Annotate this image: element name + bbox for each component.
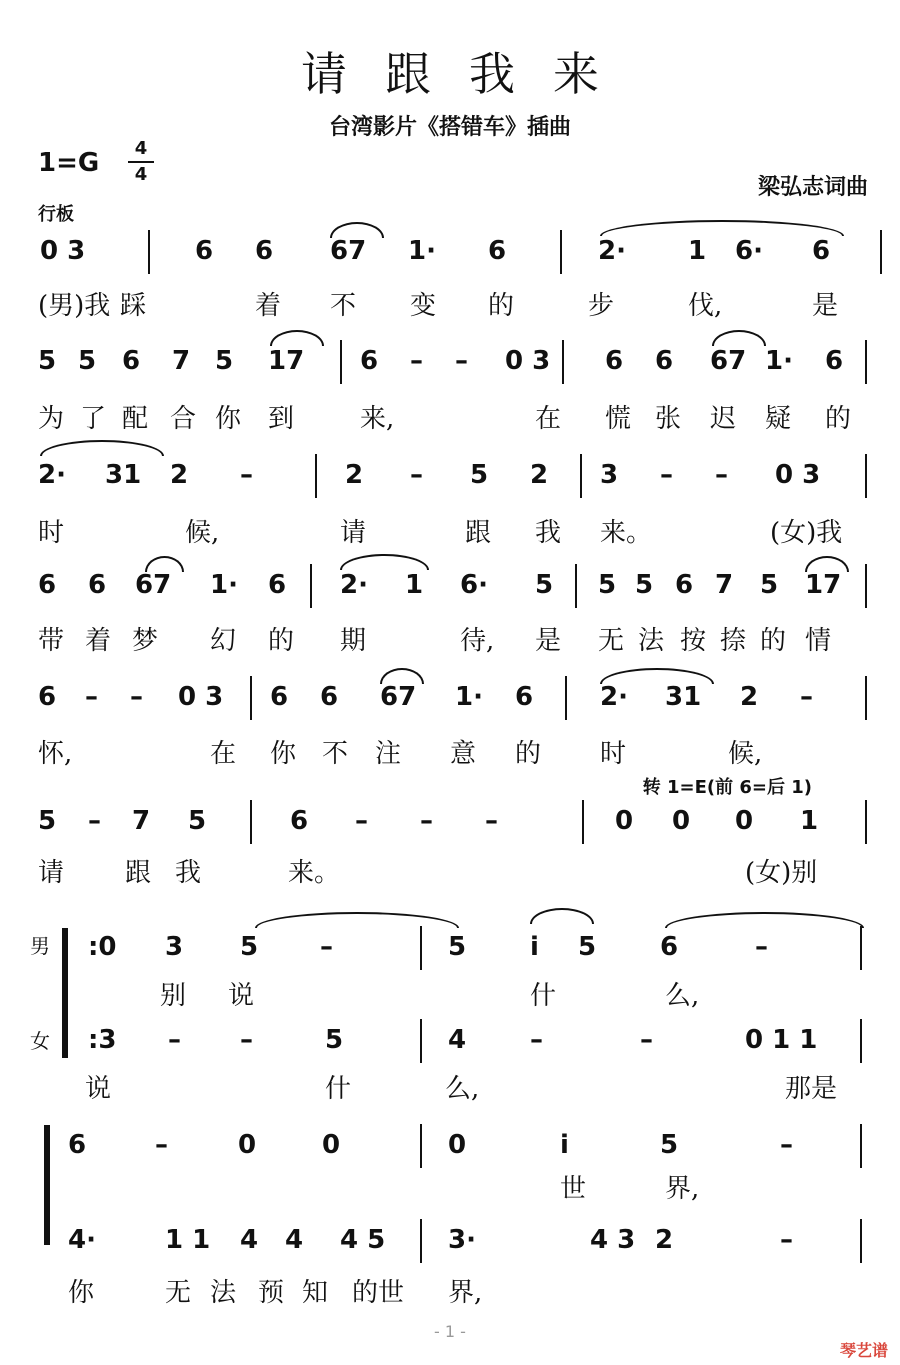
- barline-5-3: [865, 676, 867, 720]
- note-5-8: 1·: [455, 682, 483, 712]
- barline-9-1: [420, 1124, 422, 1168]
- barline-4-1: [310, 564, 312, 608]
- lyric-3-2: 候,: [185, 518, 220, 548]
- lyric-10-5: 知: [302, 1278, 329, 1308]
- note-2-11: 6: [605, 346, 624, 376]
- part-bracket-2: [44, 1125, 50, 1245]
- barline-10-2: [860, 1219, 862, 1263]
- note-4-9: 5: [535, 570, 554, 600]
- note-9-8: –: [780, 1130, 793, 1160]
- note-1-3: 6: [255, 236, 274, 266]
- lyric-2-3: 配: [122, 404, 149, 434]
- note-10-5: 4 5: [340, 1225, 386, 1255]
- lyric-10-1: 你: [68, 1278, 95, 1308]
- meter-divider: [128, 161, 154, 163]
- barline-8-2: [860, 1019, 862, 1063]
- meter-top: 4: [134, 138, 148, 159]
- note-7-1: :0: [88, 932, 117, 962]
- note-2-4: 7: [172, 346, 191, 376]
- lyric-1-9: 是: [812, 291, 839, 321]
- note-2-1: 5: [38, 346, 57, 376]
- lyric-2-4: 合: [170, 404, 197, 434]
- lyric-10-3: 法: [210, 1278, 237, 1308]
- note-4-7: 1: [405, 570, 424, 600]
- note-4-3: 67: [135, 570, 172, 600]
- note-3-10: –: [660, 460, 673, 490]
- note-8-7: –: [640, 1025, 653, 1055]
- note-7-8: 6: [660, 932, 679, 962]
- note-1-5: 1·: [408, 236, 436, 266]
- note-9-7: 5: [660, 1130, 679, 1160]
- note-8-3: –: [240, 1025, 253, 1055]
- part-bracket-1: [62, 928, 68, 1058]
- lyric-2-8: 在: [535, 404, 562, 434]
- lyric-4-5: 的: [268, 626, 295, 656]
- lyric-4-9: 无: [598, 626, 625, 656]
- lyric-1-8: 伐,: [688, 291, 723, 321]
- time-signature: [128, 138, 154, 186]
- note-4-4: 1·: [210, 570, 238, 600]
- lyric-7-3: 什: [530, 981, 557, 1011]
- note-6-8: –: [485, 806, 498, 836]
- note-2-3: 6: [122, 346, 141, 376]
- note-6-12: 1: [800, 806, 819, 836]
- song-subtitle: 台湾影片《搭错车》插曲: [328, 115, 571, 140]
- note-9-6: i: [560, 1130, 569, 1160]
- barline-1-2: [560, 230, 562, 274]
- note-7-5: 5: [448, 932, 467, 962]
- note-5-2: –: [85, 682, 98, 712]
- note-6-3: 7: [132, 806, 151, 836]
- lyric-5-3: 你: [270, 739, 297, 769]
- note-1-4: 67: [330, 236, 367, 266]
- note-4-1: 6: [38, 570, 57, 600]
- note-5-9: 6: [515, 682, 534, 712]
- note-8-5: 4: [448, 1025, 467, 1055]
- note-3-7: 5: [470, 460, 489, 490]
- lyric-5-2: 在: [210, 739, 237, 769]
- note-5-4: 0 3: [178, 682, 224, 712]
- lyric-10-6: 的世: [352, 1278, 405, 1308]
- note-4-10: 5: [598, 570, 617, 600]
- female-part-label: 女: [30, 1029, 50, 1053]
- lyric-2-6: 到: [268, 404, 295, 434]
- slur-6: [145, 556, 184, 572]
- lyric-5-6: 意: [450, 739, 477, 769]
- note-8-6: –: [530, 1025, 543, 1055]
- lyric-2-10: 张: [655, 404, 682, 434]
- note-6-2: –: [88, 806, 101, 836]
- note-2-12: 6: [655, 346, 674, 376]
- modulation-marking: 转 1=E(前 6=后 1): [642, 777, 812, 798]
- note-5-7: 67: [380, 682, 417, 712]
- note-2-14: 1·: [765, 346, 793, 376]
- lyric-8-3: 么,: [445, 1074, 480, 1104]
- note-9-4: 0: [322, 1130, 341, 1160]
- note-10-6: 3·: [448, 1225, 476, 1255]
- slur-2: [600, 220, 844, 236]
- lyric-2-11: 迟: [710, 404, 737, 434]
- barline-7-2: [860, 926, 862, 970]
- note-4-6: 2·: [340, 570, 368, 600]
- lyric-4-11: 按: [680, 626, 707, 656]
- note-2-15: 6: [825, 346, 844, 376]
- slur-13: [665, 912, 864, 928]
- lyric-5-1: 怀,: [38, 739, 73, 769]
- key-signature: 1=G: [38, 148, 100, 178]
- note-1-10: 6: [812, 236, 831, 266]
- note-3-5: 2: [345, 460, 364, 490]
- lyric-1-7: 步: [588, 291, 615, 321]
- note-5-5: 6: [270, 682, 289, 712]
- note-3-8: 2: [530, 460, 549, 490]
- lyric-4-10: 法: [638, 626, 665, 656]
- note-7-3: 5: [240, 932, 259, 962]
- barline-6-3: [865, 800, 867, 844]
- lyric-2-9: 慌: [605, 404, 632, 434]
- note-5-10: 2·: [600, 682, 628, 712]
- lyric-7-2: 说: [228, 981, 255, 1011]
- barline-4-3: [865, 564, 867, 608]
- watermark: 琴艺谱: [839, 1341, 888, 1360]
- barline-3-2: [580, 454, 582, 498]
- barline-2-1: [340, 340, 342, 384]
- note-1-9: 6·: [735, 236, 763, 266]
- note-3-9: 3: [600, 460, 619, 490]
- note-5-12: 2: [740, 682, 759, 712]
- lyric-4-1: 带: [38, 626, 65, 656]
- lyric-4-2: 着: [85, 626, 112, 656]
- note-7-4: –: [320, 932, 333, 962]
- note-9-2: –: [155, 1130, 168, 1160]
- note-3-2: 31: [105, 460, 142, 490]
- note-8-1: :3: [88, 1025, 117, 1055]
- lyric-4-7: 待,: [460, 626, 495, 656]
- note-4-15: 17: [805, 570, 842, 600]
- note-9-3: 0: [238, 1130, 257, 1160]
- note-5-6: 6: [320, 682, 339, 712]
- barline-3-1: [315, 454, 317, 498]
- note-8-4: 5: [325, 1025, 344, 1055]
- note-10-2: 1 1: [165, 1225, 211, 1255]
- slur-4: [712, 330, 766, 346]
- note-2-6: 17: [268, 346, 305, 376]
- lyric-7-4: 么,: [665, 981, 700, 1011]
- lyric-8-2: 什: [325, 1074, 352, 1104]
- lyric-10-7: 界,: [448, 1278, 483, 1308]
- barline-10-1: [420, 1219, 422, 1263]
- lyric-4-8: 是: [535, 626, 562, 656]
- lyric-4-3: 梦: [132, 626, 159, 656]
- note-3-12: 0 3: [775, 460, 821, 490]
- note-7-2: 3: [165, 932, 184, 962]
- note-6-11: 0: [735, 806, 754, 836]
- lyric-3-1: 时: [38, 518, 65, 548]
- lyric-6-4: 来。: [288, 858, 341, 888]
- lyric-2-5: 你: [215, 404, 242, 434]
- note-2-7: 6: [360, 346, 379, 376]
- note-8-8: 0 1 1: [745, 1025, 818, 1055]
- lyric-4-6: 期: [340, 626, 367, 656]
- note-9-5: 0: [448, 1130, 467, 1160]
- note-5-11: 31: [665, 682, 702, 712]
- slur-10: [600, 668, 714, 684]
- note-6-9: 0: [615, 806, 634, 836]
- note-7-7: 5: [578, 932, 597, 962]
- lyric-2-2: 了: [80, 404, 107, 434]
- barline-5-1: [250, 676, 252, 720]
- barline-1-1: [148, 230, 150, 274]
- lyric-1-4: 不: [330, 291, 357, 321]
- barline-5-2: [565, 676, 567, 720]
- lyric-3-3: 请: [340, 518, 367, 548]
- barline-6-1: [250, 800, 252, 844]
- note-2-10: 0 3: [505, 346, 551, 376]
- lyric-3-4: 跟: [465, 518, 492, 548]
- note-10-3: 4: [240, 1225, 259, 1255]
- lyric-5-8: 时: [600, 739, 627, 769]
- note-6-6: –: [355, 806, 368, 836]
- lyric-7-1: 别: [160, 981, 187, 1011]
- meter-bottom: 4: [134, 164, 148, 185]
- lyric-3-7: (女)我: [770, 518, 843, 548]
- note-6-5: 6: [290, 806, 309, 836]
- lyric-8-4: 那是: [785, 1074, 838, 1104]
- slur-11: [255, 912, 459, 928]
- slur-1: [330, 222, 384, 238]
- song-title: 请跟我来: [301, 47, 637, 101]
- barline-3-3: [865, 454, 867, 498]
- note-9-1: 6: [68, 1130, 87, 1160]
- male-part-label: 男: [30, 934, 50, 958]
- barline-2-2: [562, 340, 564, 384]
- note-10-9: –: [780, 1225, 793, 1255]
- note-6-4: 5: [188, 806, 207, 836]
- note-6-7: –: [420, 806, 433, 836]
- lyric-10-2: 无: [165, 1278, 192, 1308]
- lyric-1-6: 的: [488, 291, 515, 321]
- note-5-13: –: [800, 682, 813, 712]
- note-4-8: 6·: [460, 570, 488, 600]
- note-1-2: 6: [195, 236, 214, 266]
- lyric-1-5: 变: [410, 291, 437, 321]
- lyric-4-4: 幻: [210, 626, 237, 656]
- note-2-13: 67: [710, 346, 747, 376]
- tempo-marking: 行板: [38, 204, 74, 225]
- lyric-3-6: 来。: [600, 518, 653, 548]
- note-4-14: 5: [760, 570, 779, 600]
- note-1-1: 0 3: [40, 236, 86, 266]
- note-3-4: –: [240, 460, 253, 490]
- note-10-4: 4: [285, 1225, 304, 1255]
- lyric-2-1: 为: [38, 404, 65, 434]
- barline-6-2: [582, 800, 584, 844]
- note-7-9: –: [755, 932, 768, 962]
- lyric-4-12: 捺: [720, 626, 747, 656]
- lyric-2-7: 来,: [360, 404, 395, 434]
- lyric-9-2: 界,: [665, 1174, 700, 1204]
- lyric-9-1: 世: [560, 1174, 587, 1204]
- note-4-11: 5: [635, 570, 654, 600]
- page-number: - 1 -: [434, 1322, 466, 1341]
- note-1-6: 6: [488, 236, 507, 266]
- note-2-8: –: [410, 346, 423, 376]
- note-8-2: –: [168, 1025, 181, 1055]
- note-5-3: –: [130, 682, 143, 712]
- note-6-1: 5: [38, 806, 57, 836]
- lyric-3-5: 我: [535, 518, 562, 548]
- lyric-5-7: 的: [515, 739, 542, 769]
- note-4-5: 6: [268, 570, 287, 600]
- lyric-8-1: 说: [85, 1074, 112, 1104]
- note-2-2: 5: [78, 346, 97, 376]
- barline-7-1: [420, 926, 422, 970]
- slur-7: [340, 554, 429, 570]
- note-3-11: –: [715, 460, 728, 490]
- note-4-13: 7: [715, 570, 734, 600]
- note-3-3: 2: [170, 460, 189, 490]
- note-10-7: 4 3: [590, 1225, 636, 1255]
- slur-5: [40, 440, 164, 456]
- note-1-7: 2·: [598, 236, 626, 266]
- note-2-5: 5: [215, 346, 234, 376]
- lyric-6-5: (女)别: [745, 858, 818, 888]
- slur-12: [530, 908, 594, 924]
- note-4-12: 6: [675, 570, 694, 600]
- slur-8: [805, 556, 849, 572]
- slur-9: [380, 668, 424, 684]
- barline-9-2: [860, 1124, 862, 1168]
- lyric-10-4: 预: [258, 1278, 285, 1308]
- lyric-5-4: 不: [322, 739, 349, 769]
- note-1-8: 1: [688, 236, 707, 266]
- note-3-6: –: [410, 460, 423, 490]
- lyric-1-1: (男)我: [38, 291, 111, 321]
- lyric-5-5: 注: [375, 739, 402, 769]
- lyric-6-1: 请: [38, 858, 65, 888]
- lyric-6-3: 我: [175, 858, 202, 888]
- barline-2-3: [865, 340, 867, 384]
- note-10-8: 2: [655, 1225, 674, 1255]
- note-3-1: 2·: [38, 460, 66, 490]
- lyric-1-2: 踩: [120, 291, 147, 321]
- note-2-9: –: [455, 346, 468, 376]
- note-7-6: i: [530, 932, 539, 962]
- author-credit: 梁弘志词曲: [757, 175, 868, 200]
- lyric-2-12: 疑: [765, 404, 792, 434]
- barline-1-3: [880, 230, 882, 274]
- note-5-1: 6: [38, 682, 57, 712]
- lyric-2-13: 的: [825, 404, 852, 434]
- lyric-4-14: 情: [805, 626, 832, 656]
- barline-8-1: [420, 1019, 422, 1063]
- note-4-2: 6: [88, 570, 107, 600]
- barline-4-2: [575, 564, 577, 608]
- lyric-6-2: 跟: [125, 858, 152, 888]
- note-6-10: 0: [672, 806, 691, 836]
- slur-3: [270, 330, 324, 346]
- note-10-1: 4·: [68, 1225, 96, 1255]
- lyric-1-3: 着: [255, 291, 282, 321]
- lyric-4-13: 的: [760, 626, 787, 656]
- lyric-5-9: 候,: [728, 739, 763, 769]
